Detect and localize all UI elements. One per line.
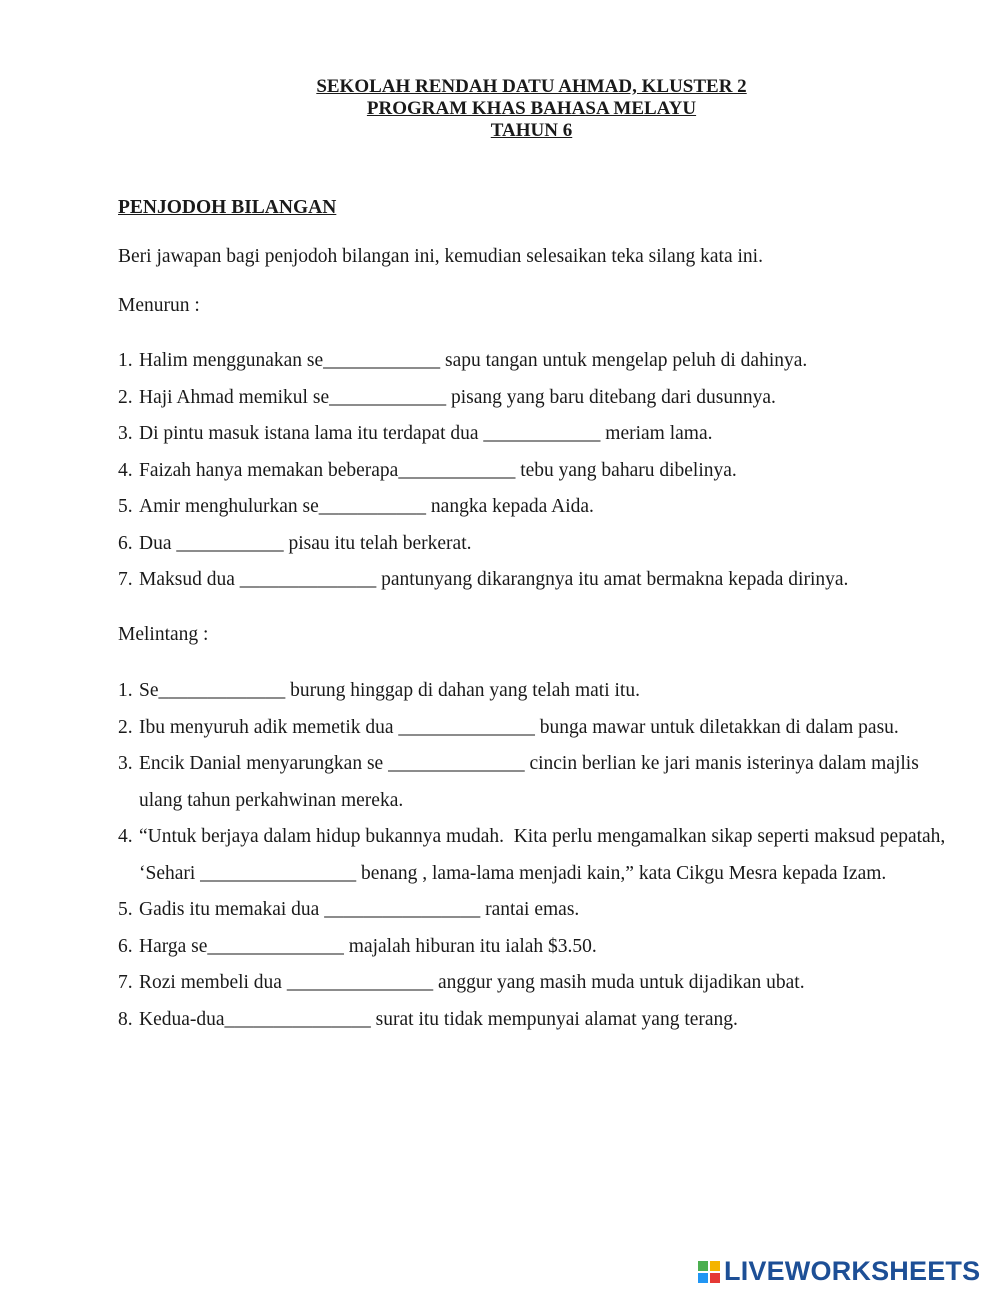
question-text: Amir menghulurkan se___________ nangka kepada Aida.	[139, 496, 594, 517]
question-text: Halim menggunakan se____________ sapu tangan untuk mengelap peluh di dahinya.	[139, 350, 808, 371]
liveworksheets-logo-icon	[698, 1261, 720, 1283]
question-text: Kedua-dua_______________ surat itu tidak mempunyai alamat yang terang.	[139, 1008, 738, 1030]
question-number: 7.	[118, 569, 133, 590]
instruction-text: Beri jawapan bagi penjodoh bilangan ini, kemudian selesaikan teka silang kata ini.	[118, 246, 763, 267]
question-number: 1.	[118, 350, 133, 371]
question-text: Se_____________ burung hinggap di dahan yang telah mati itu.	[139, 680, 640, 701]
program-name: PROGRAM KHAS BAHASA MELAYU	[366, 98, 697, 119]
question-number: 2.	[118, 386, 133, 408]
down-label: Menurun :	[118, 295, 200, 316]
down-question	[118, 453, 948, 490]
across-question	[118, 819, 951, 892]
liveworksheets-brand-text: LIVEWORKSHEETS	[724, 1256, 981, 1286]
question-text: Dua ___________ pisau itu telah berkerat.	[139, 532, 472, 554]
question-number: 6.	[118, 935, 133, 957]
down-question	[118, 562, 948, 599]
question-text: Encik Danial menyarungkan se ______________ cincin berlian ke jari manis isterinya dalam majlis ulang tahun perkahwinan mereka.	[139, 753, 924, 811]
question-number: 5.	[118, 899, 133, 920]
question-number: 4.	[118, 826, 133, 847]
down-question	[118, 416, 948, 453]
down-question	[118, 526, 948, 563]
question-text: Gadis itu memakai dua ________________ rantai emas.	[139, 899, 580, 920]
across-question	[118, 746, 948, 819]
document-header	[0, 76, 1000, 142]
question-number: 8.	[118, 1008, 133, 1030]
across-question	[118, 710, 948, 747]
question-text: Faizah hanya memakan beberapa____________ tebu yang baharu dibelinya.	[139, 459, 737, 481]
across-label: Melintang :	[118, 624, 209, 645]
liveworksheets-watermark	[698, 1256, 980, 1287]
question-number: 3.	[118, 753, 133, 774]
question-text: Maksud dua ______________ pantunyang dikarangnya itu amat bermakna kepada dirinya.	[139, 569, 849, 590]
down-question	[118, 380, 948, 417]
question-number: 5.	[118, 496, 133, 517]
down-question-list	[118, 343, 948, 599]
section-title: PENJODOH BILANGAN	[118, 197, 337, 218]
question-number: 4.	[118, 459, 133, 481]
down-question	[118, 489, 948, 526]
question-number: 6.	[118, 532, 133, 554]
question-number: 3.	[118, 423, 133, 444]
across-question	[118, 892, 948, 929]
question-number: 2.	[118, 716, 133, 738]
logo-block-blue	[698, 1273, 708, 1283]
question-text: Di pintu masuk istana lama itu terdapat dua ____________ meriam lama.	[139, 423, 713, 444]
question-text: Harga se______________ majalah hiburan itu ialah $3.50.	[139, 935, 597, 957]
question-number: 7.	[118, 972, 133, 993]
question-text: Rozi membeli dua _______________ anggur yang masih muda untuk dijadikan ubat.	[139, 972, 805, 993]
question-number: 1.	[118, 680, 133, 701]
question-text: Ibu menyuruh adik memetik dua ______________ bunga mawar untuk diletakkan di dalam pasu.	[139, 716, 899, 738]
across-question	[118, 929, 948, 966]
logo-block-yellow	[710, 1261, 720, 1271]
question-text: Haji Ahmad memikul se____________ pisang yang baru ditebang dari dusunnya.	[139, 386, 776, 408]
down-question	[118, 343, 948, 380]
school-name: SEKOLAH RENDAH DATU AHMAD, KLUSTER 2	[316, 76, 747, 97]
year-level: TAHUN 6	[490, 120, 573, 141]
question-text: “Untuk berjaya dalam hidup bukannya mudah. Kita perlu mengamalkan sikap seperti maksud pepatah, ‘Sehari ________________ benang , lama-lama menjadi kain,” kata Cikgu Mesra kepada Izam.	[139, 826, 951, 884]
across-question-list	[118, 673, 951, 1038]
across-question	[118, 965, 948, 1002]
logo-block-red	[710, 1273, 720, 1283]
across-question	[118, 1002, 948, 1039]
logo-block-green	[698, 1261, 708, 1271]
across-question	[118, 673, 948, 710]
